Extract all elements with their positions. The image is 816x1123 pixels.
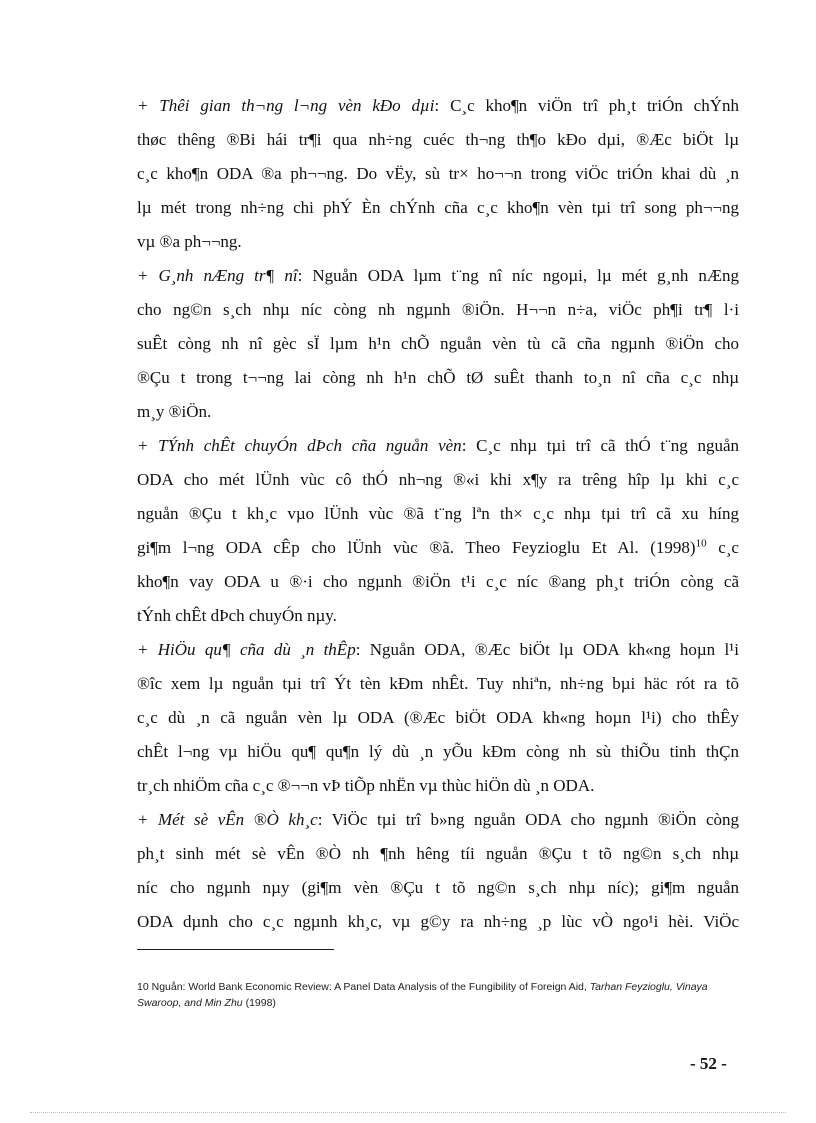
page-bottom-border [30,1112,786,1113]
paragraph-line: ®Çu t trong t¬¬ng lai còng nh h¹n chÕ tØ suÊt thanh to¸n nî cña c¸c nhµ [137,368,739,387]
paragraph-line: suÊt còng nh nî gèc sÏ lµm h¹n chÕ nguån vèn tù cã cña ngµnh ®iÖn cho [137,334,739,353]
paragraph-line: : ViÖc tµi trî b»ng nguån ODA cho ngµnh ®iÖn còng [317,810,739,829]
paragraph-line: chÊt l¬ng vµ hiÖu qu¶ qu¶n lý dù ¸n yÕu kÐm còng nh sù thiÕu tinh thÇn [137,742,739,761]
paragraph-line: kho¶n vay ODA u ®·i cho ngµnh ®iÖn t¹i c¸c níc ®ang ph¸t triÓn còng cã [137,572,739,591]
paragraph-line: cho ng©n s¸ch nhµ níc còng nh ngµnh ®iÖn. H¬¬n n÷a, viÖc ph¶i tr¶ l·i [137,300,739,319]
footnote-ref[interactable]: 10 [695,537,707,550]
paragraph-line: nguån ®Çu t kh¸c vµo lÜnh vùc ®ã t¨ng lªn th× c¸c nhµ tµi trî cã xu híng [137,504,739,523]
paragraph-line: vµ ®a ph¬¬ng. [137,232,242,251]
paragraph-line: ®îc xem lµ nguån tµi trî Ýt tèn kÐm nhÊt. Tuy nhiªn, nh÷ng bµi häc rót ra tõ [137,674,739,693]
paragraph-fungibility [137,429,739,633]
footnote-year: (1998) [242,997,276,1009]
footnote-text: Nguån: World Bank Economic Review: A Panel Data Analysis of the Fungibility of Foreign Aid, [148,981,590,993]
paragraph-line: tr¸ch nhiÖm cña c¸c ®¬¬n vÞ tiÕp nhËn vµ thùc hiÖn dù ¸n ODA. [137,776,595,795]
paragraph-line-tail: c¸c [706,538,739,557]
paragraph-line: níc cho ngµnh nµy (gi¶m vèn ®Çu t tõ ng©n s¸ch nhµ níc); gi¶m nguån [137,878,739,897]
footnote [137,979,741,1011]
paragraph-lead: + Mét sè vÊn ®Ò kh¸c [137,810,318,829]
footnote-separator [137,949,334,950]
paragraph-line: m¸y ®iÖn. [137,402,212,421]
paragraph-line: : C¸c nhµ tµi trî cã thÓ t¨ng nguån [461,436,739,455]
paragraph-line: ODA dµnh cho c¸c ngµnh kh¸c, vµ g©y ra nh÷ng ¸p lùc vÒ ngo¹i hèi. ViÖc [137,912,739,931]
paragraph-line: gi¶m l¬ng ODA cÊp cho lÜnh vùc ®ã. Theo Feyzioglu Et Al. (1998) [137,538,696,557]
paragraph-line: : Nguån ODA lµm t¨ng nî níc ngoµi, lµ mét g¸nh nÆng [297,266,739,285]
body-text [137,89,739,939]
paragraph-debt-burden [137,259,739,429]
paragraph-line: ODA cho mét lÜnh vùc cô thÓ nh¬ng ®«i khi x¶y ra trêng hîp lµ khi c¸c [137,470,739,489]
paragraph-lead: + TÝnh chÊt chuyÓn dÞch cña nguån vèn [137,436,462,455]
footnote-authors: Tarhan Feyzioglu, Vinaya Swaroop, and Min Zhu [137,981,708,1009]
paragraph-lead: + HiÖu qu¶ cña dù ¸n thÊp [137,640,356,659]
paragraph-lead: + G¸nh nÆng tr¶ nî [137,266,298,285]
paragraph-line: thøc thêng ®Bi hái tr¶i qua nh÷ng cuéc th¬ng th¶o kÐo dµi, ®Æc biÖt lµ [137,130,739,149]
paragraph-line: ph¸t sinh mét sè vÊn ®Ò nh ¶nh hêng tíi nguån ®Çu t tõ ng©n s¸ch nhµ [137,844,739,863]
paragraph-line: : Nguån ODA, ®Æc biÖt lµ ODA kh«ng hoµn l¹i [355,640,739,659]
paragraph-line: c¸c dù ¸n cã nguån vèn lµ ODA (®Æc biÖt ODA kh«ng hoµn l¹i) cho thÊy [137,708,739,727]
paragraph-line: lµ mét trong nh÷ng chi phÝ Èn chÝnh cña c¸c kho¶n vèn tµi trî song ph¬¬ng [137,198,739,217]
paragraph-time-cost [137,89,739,259]
paragraph-line: tÝnh chÊt dÞch chuyÓn nµy. [137,606,337,625]
paragraph-low-efficiency [137,633,739,803]
page-number: - 52 - [690,1054,727,1073]
footnote-number: 10 [137,981,149,993]
paragraph-line: c¸c kho¶n ODA ®a ph¬¬ng. Do vËy, sù tr× ho¬¬n trong viÖc triÓn khai dù ¸n [137,164,739,183]
paragraph-line: : C¸c kho¶n viÖn trî ph¸t triÓn chÝnh [434,96,739,115]
paragraph-other-issues [137,803,739,939]
paragraph-lead: + Thêi gian th¬ng l¬ng vèn kÐo dµi [137,96,435,115]
